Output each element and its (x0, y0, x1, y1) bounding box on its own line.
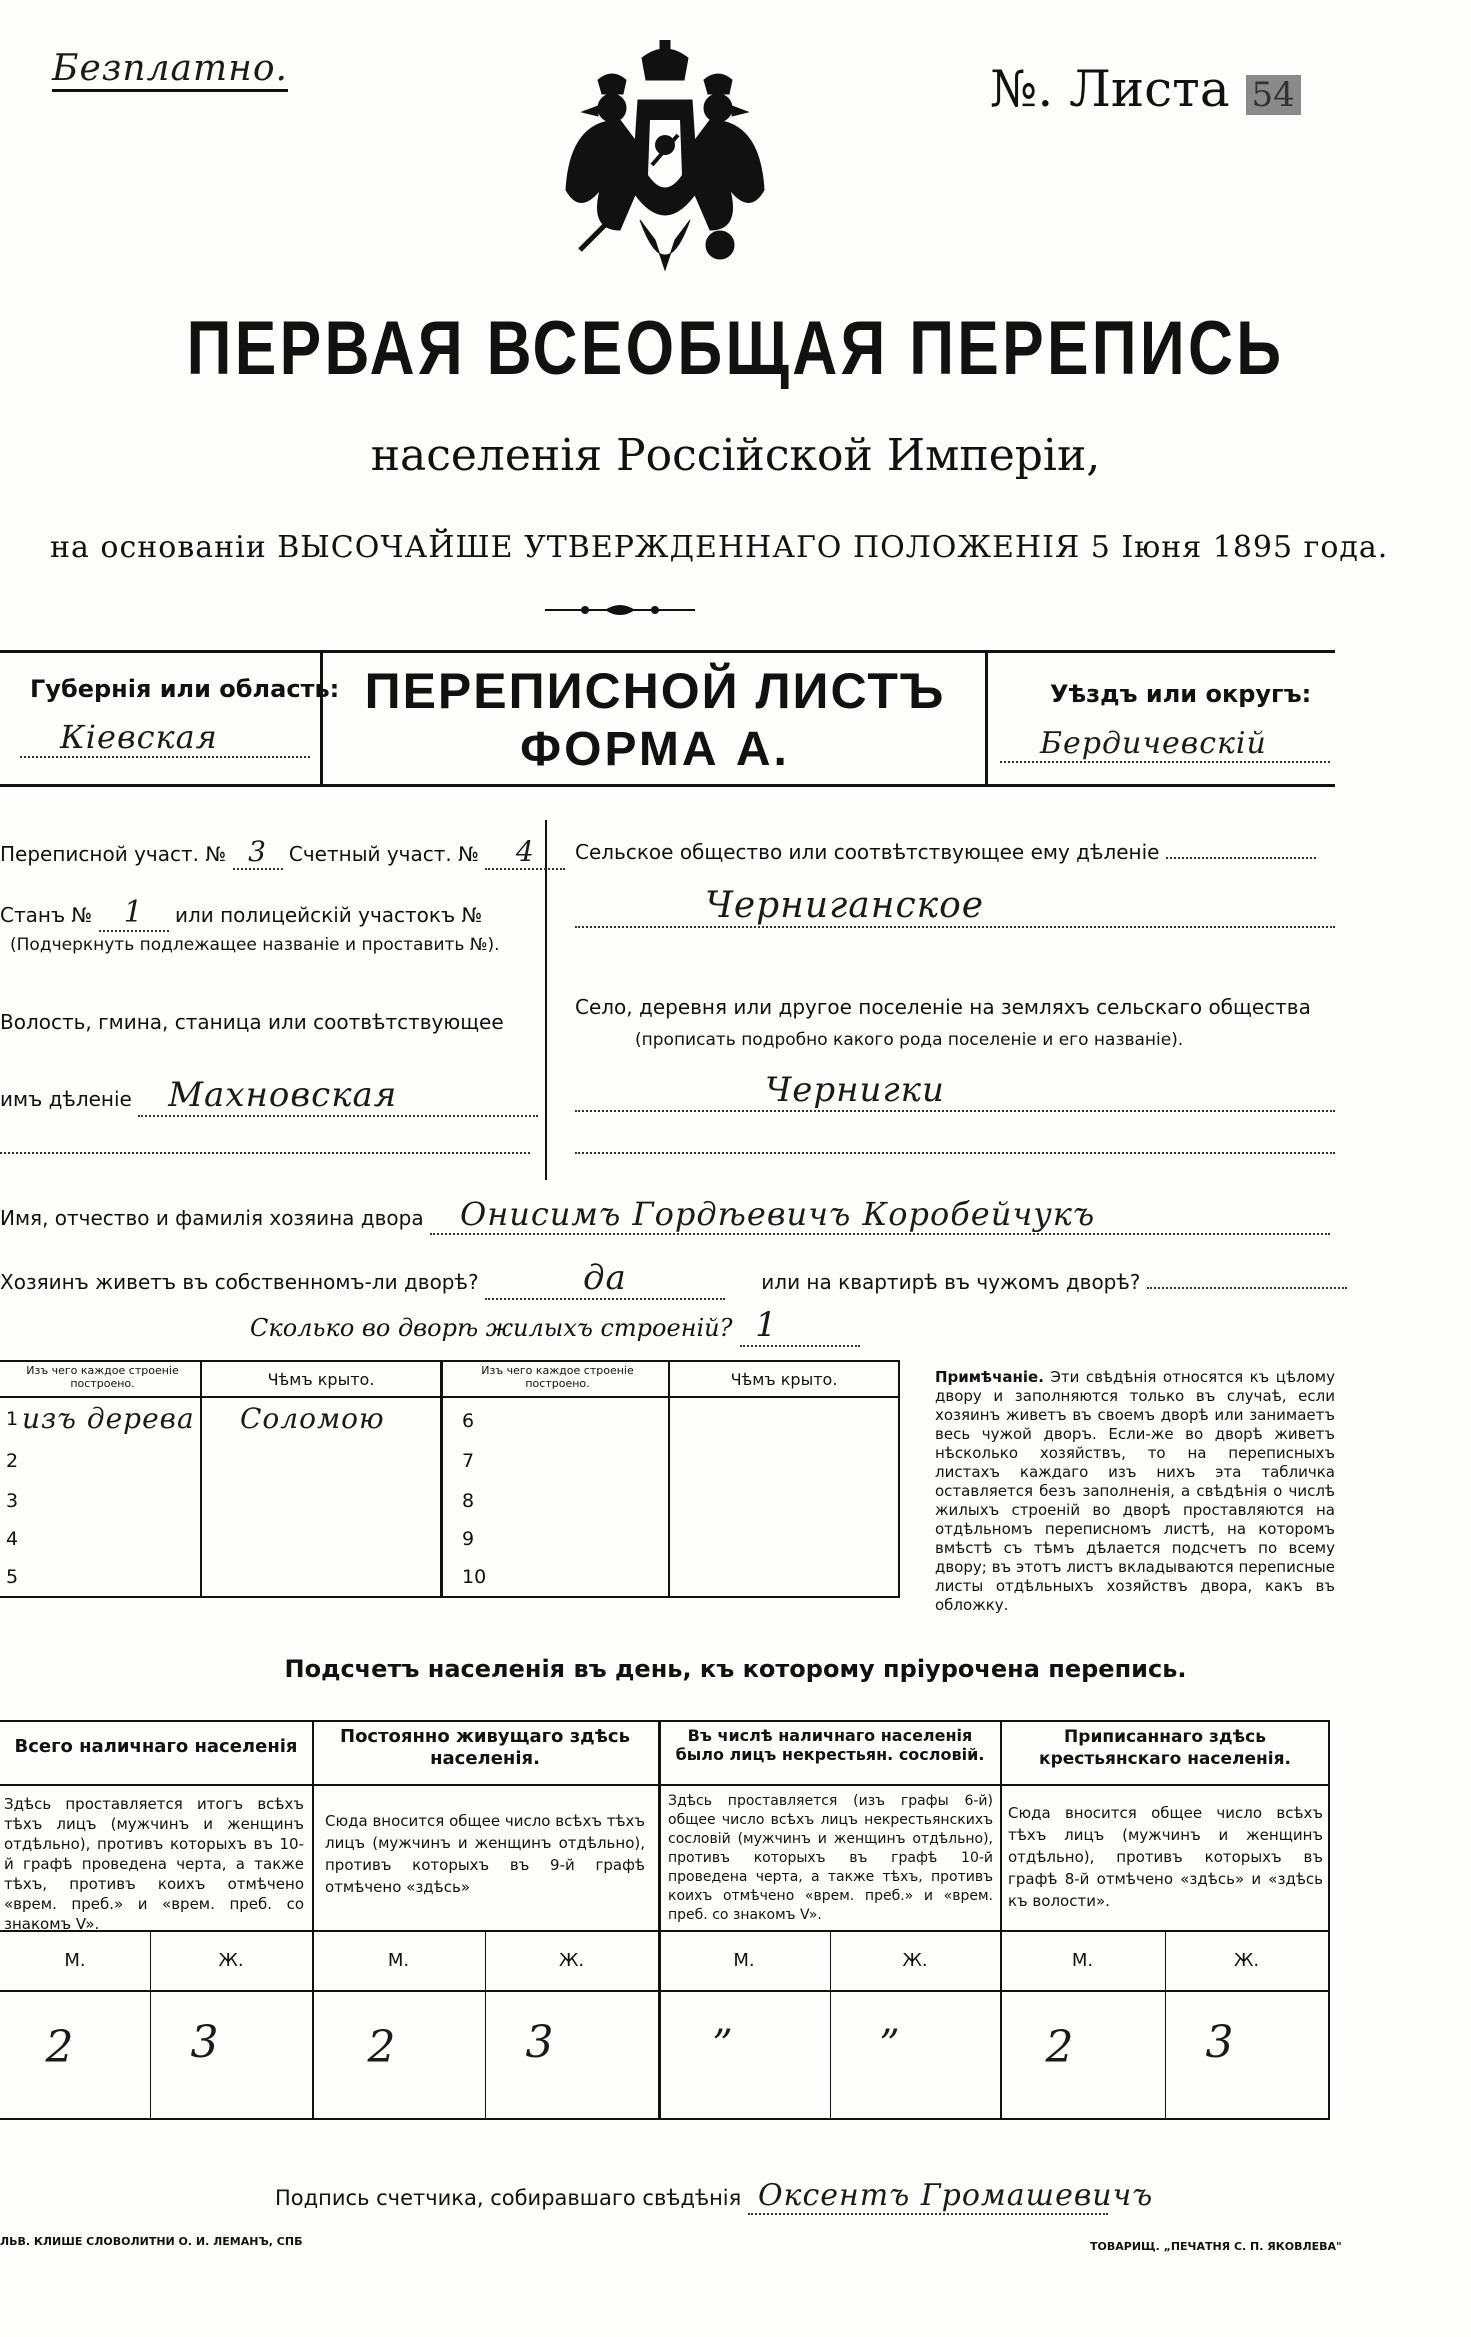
count-col-title: Въ числѣ наличнаго населенія было лицъ некрестьян. сословій. (675, 1726, 985, 1764)
row-number: 7 (462, 1450, 475, 1472)
sheet-number-value: 54 (1246, 75, 1301, 115)
police-label: или полицейскій участокъ № (174, 903, 483, 927)
count-value-f: 3 (1205, 2017, 1235, 2068)
count-area-label: Счетный участ. № (288, 842, 479, 866)
left-imprint: ЛЬВ. КЛИШЕ СЛОВОЛИТНИ О. И. ЛЕМАНЪ, СПБ (0, 2235, 303, 2248)
row-number: 1 (6, 1408, 19, 1430)
volost-label: Волость, гмина, станица или соотвѣтствующее (0, 1010, 504, 1034)
count-value-m: 2 (367, 2022, 397, 2073)
other-yard-label: или на квартирѣ въ чужомъ дворѣ? (761, 1270, 1141, 1294)
count-col-desc: Сюда вносится общее число всѣхъ тѣхъ лицъ (мужчинъ и женщинъ отдѣльно), противъ которыхъ въ 9-й графѣ отмѣчено «здѣсь» (325, 1812, 645, 1896)
male-label: М. (64, 1950, 86, 1971)
society-field (575, 840, 1316, 864)
female-label: Ж. (902, 1950, 928, 1971)
volost-blank-line (0, 1150, 530, 1154)
stan-field (0, 895, 482, 932)
row-number: 4 (6, 1528, 19, 1550)
signature-field (275, 2178, 1154, 2215)
stan-label: Станъ № (0, 903, 93, 927)
table-row (0, 1484, 440, 1522)
sheet-number (990, 60, 1301, 118)
buildings-count-label: Сколько во дворѣ жилыхъ строеній? (250, 1314, 733, 1342)
col-roof-right: Чѣмъ крыто. (730, 1370, 838, 1389)
form-subtitle: ФОРМА А. (520, 723, 790, 776)
count-col-desc: Здѣсь проставляется (изъ графы 6-й) общее число всѣхъ лицъ некрестьянскихъ сословій (мужчинъ и женщинъ отдѣльно), противъ которыхъ въ графѣ 10-й проведена черта, а также тѣхъ, противъ коихъ отмѣчено «врем. преб.» и «врем. преб. со знакомъ V». (668, 1793, 993, 1923)
buildings-count-value: 1 (740, 1305, 860, 1347)
count-col-desc: Здѣсь проставляется итогъ всѣхъ тѣхъ лицъ (мужчинъ и женщинъ отдѣльно), противъ которыхъ въ 10-й графѣ проведена черта, а также тѣхъ, противъ коихъ отмѣчено «врем. преб.» и «врем. преб. со знакомъ V». (4, 1795, 304, 1933)
village-blank-line (575, 1150, 1335, 1154)
count-col-title: Всего наличнаго населенія (14, 1736, 298, 1757)
count-value-f: 3 (190, 2017, 220, 2068)
count-heading: Подсчетъ населенія въ день, къ которому пріурочена перепись. (284, 1655, 1187, 1683)
row-number: 3 (6, 1490, 19, 1512)
village-label: Село, деревня или другое поселеніе на земляхъ сельскаго общества (575, 995, 1311, 1019)
page-basis: на основаніи ВЫСОЧАЙШЕ УТВЕРЖДЕННАГО ПОЛОЖЕНІЯ 5 Іюня 1895 года. (50, 530, 1389, 565)
male-label: М. (387, 1950, 410, 1971)
col-roof-left: Чѣмъ крыто. (267, 1370, 375, 1389)
page-subtitle: населенія Россійской Имперіи, (370, 430, 1101, 481)
imperial-eagle-emblem (560, 40, 770, 290)
sheet-number-label: №. Листа (990, 60, 1230, 118)
col-material-right: Изъ чего каждое строеніе построено. (481, 1364, 634, 1390)
society-label: Сельское общество или соотвѣтствующее ему дѣленіе (575, 840, 1160, 864)
count-value-m: ” (712, 2022, 734, 2068)
volost-field (0, 1075, 538, 1117)
row-number: 2 (6, 1450, 19, 1472)
uezd-value: Бердичевскій (1000, 726, 1330, 763)
count-col-title: Приписаннаго здѣсь крестьянскаго населенія. (1039, 1727, 1291, 1769)
signature-label: Подпись счетчика, собиравшаго свѣдѣнія (275, 2186, 742, 2210)
census-area-value: 3 (233, 835, 283, 870)
uezd-label: Уѣздъ или округъ: (1050, 680, 1312, 708)
own-yard-value: да (485, 1258, 725, 1300)
volost-label-2: имъ дѣленіе (0, 1087, 132, 1111)
census-area-label: Переписной участ. № (0, 842, 227, 866)
count-col-title: Постоянно живущаго здѣсь населенія. (340, 1726, 630, 1769)
signature-value: Оксентъ Громашевичъ (748, 2178, 1108, 2215)
count-value-f: ” (879, 2022, 901, 2068)
volost-value: Махновская (138, 1075, 538, 1117)
table-row (0, 1522, 440, 1560)
row-number: 5 (6, 1566, 19, 1588)
male-label: М. (1071, 1950, 1094, 1971)
note-text: Эти свѣдѣнія относятся къ цѣлому двору и заполняются только въ случаѣ, если хозяинъ живетъ въ своемъ дворѣ или занимаетъ весь чужой дворъ. Если-же во дворѣ живетъ нѣсколько хозяйствъ, то на переписныхъ листахъ каждаго изъ нихъ эта табличка оставляется безъ заполненія, а свѣдѣнія о числѣ жилыхъ строеній во дворѣ проставляются на отдѣльномъ переписномъ листѣ, на которомъ вмѣстѣ съ тѣмъ дѣлается подсчетъ по всему двору; въ этотъ листъ вкладываются переписные листы отдѣльныхъ хозяйствъ двора, какъ въ обложку. (935, 1368, 1335, 1614)
count-value-m: 2 (1045, 2022, 1075, 2073)
gubernia-label: Губернія или область: (30, 675, 340, 703)
row-material: изъ дерева (22, 1402, 195, 1435)
page-title: ПЕРВАЯ ВСЕОБЩАЯ ПЕРЕПИСЬ (186, 306, 1285, 391)
table-row (0, 1560, 440, 1598)
owner-name-value: Онисимъ Гордѣевичъ Коробейчукъ (430, 1195, 1330, 1235)
row-roof: Соломою (240, 1402, 385, 1435)
table-row (0, 1444, 440, 1482)
census-area-field (0, 835, 565, 870)
count-col-desc: Сюда вносится общее число всѣхъ тѣхъ лицъ (мужчинъ и женщинъ отдѣльно), противъ которыхъ въ графѣ 8-й отмѣчено «здѣсь» и «здѣсь къ волости». (1008, 1804, 1323, 1910)
stan-note: (Подчеркнуть подлежащее названіе и проставить №). (10, 935, 500, 955)
owner-name-label: Имя, отчество и фамилія хозяина двора (0, 1206, 424, 1230)
society-value: Черниганское (575, 885, 1335, 928)
stan-value: 1 (99, 895, 169, 932)
count-table (0, 1720, 1330, 2120)
count-value-f: 3 (525, 2017, 555, 2068)
female-label: Ж. (558, 1950, 585, 1971)
row-number: 6 (462, 1410, 475, 1432)
gubernia-value: Кіевская (20, 718, 310, 758)
right-imprint: ТОВАРИЩ. „ПЕЧАТНЯ С. П. ЯКОВЛЕВА" (1090, 2240, 1342, 2253)
note-block (935, 1368, 1335, 1615)
row-number: 9 (462, 1528, 475, 1550)
note-heading: Примѣчаніе. (935, 1368, 1044, 1386)
female-label: Ж. (1233, 1950, 1260, 1971)
owner-yard-field (0, 1258, 1347, 1300)
village-note: (прописать подробно какого рода поселеніе и его названіе). (635, 1030, 1184, 1050)
form-title: ПЕРЕПИСНОЙ ЛИСТЪ (364, 663, 946, 719)
female-label: Ж. (218, 1950, 244, 1971)
count-value-m: 2 (45, 2022, 75, 2073)
count-area-value: 4 (485, 835, 565, 870)
row-number: 8 (462, 1490, 475, 1512)
ornament-divider (545, 600, 695, 620)
free-label: Безплатно. (52, 48, 288, 92)
buildings-table (0, 1360, 900, 1598)
village-value: Чернигки (575, 1070, 1335, 1112)
male-label: М. (733, 1950, 755, 1971)
own-yard-label: Хозяинъ живетъ въ собственномъ-ли дворѣ? (0, 1270, 479, 1294)
row-number: 10 (462, 1566, 487, 1588)
owner-name-field (0, 1195, 1330, 1235)
col-material-left: Изъ чего каждое строеніе построено. (26, 1364, 179, 1390)
table-row (0, 1402, 440, 1440)
buildings-count-field (250, 1305, 860, 1347)
